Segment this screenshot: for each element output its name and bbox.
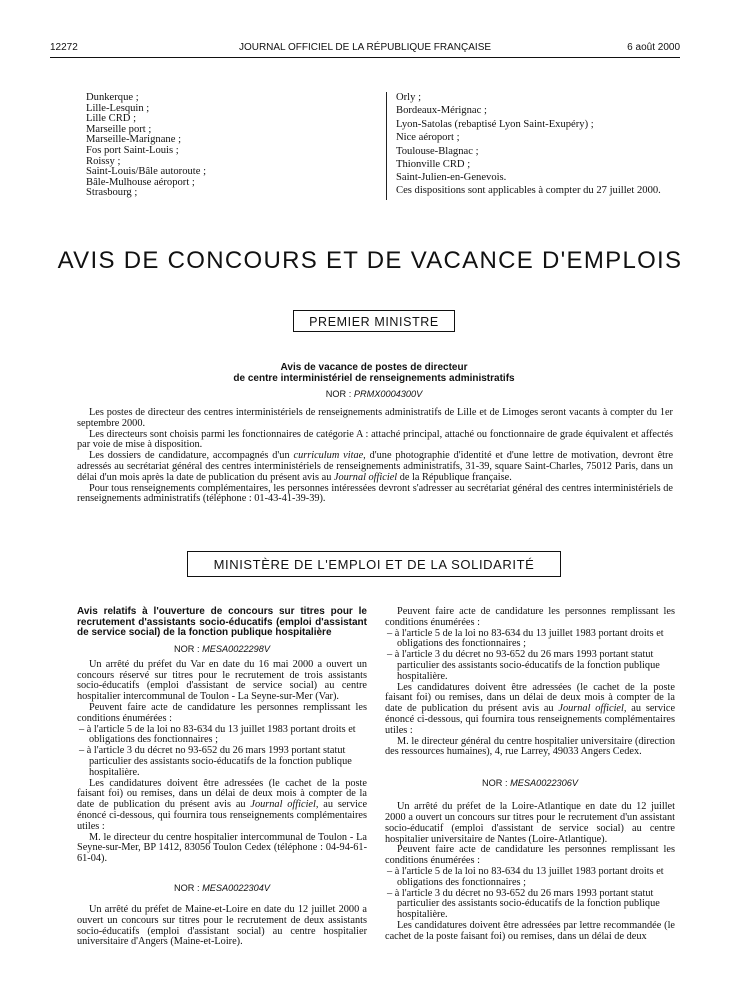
paragraph [77,779,367,833]
section2-left-column [77,607,367,948]
right-location-list [396,91,594,185]
list-item: Toulouse-Blagnac ; [396,145,479,157]
list-item: Marseille-Marignane ; [86,134,182,146]
list-item: – à l'article 5 de la loi no 83-634 du 13 juillet 1983 portant droits et obligations des fonctionnaires ; [387,627,664,650]
nor-reference [77,644,367,654]
paragraph: Un arrêté du préfet de la Loire-Atlantique en date du 12 juillet 2000 a ouvert un concours sur titres pour le recrutement d'un assistant socio-éducatif (emploi d'assistant de service social) au centre hospitalier universitaire de Nantes (Loire-Atlantique). [385,801,675,845]
list-item: Saint-Julien-en-Genevois. [396,172,507,184]
applicable-note: Ces dispositions sont applicables à compter du 27 juillet 2000. [396,185,661,196]
heading-line: de centre interministériel de renseignements administratifs [233,372,515,384]
paragraph: Peuvent faire acte de candidature les personnes remplissant les conditions énumérées : [385,606,675,628]
list-item: Dunkerque ; [86,92,139,103]
paragraph: Les directeurs sont choisis parmi les fonctionnaires de catégorie A : attaché principal, attaché ou fonctionnaire de grade équivalent et affectés par voie de mise à disposition. [77,428,673,451]
paragraph [77,451,673,483]
paragraph [385,683,675,737]
paragraph: Les postes de directeur des centres interministériels de renseignements administratifs de Lille et de Limoges seront vacants à compter du 1er septembre 2000. [77,407,673,429]
nor-reference [150,389,598,399]
nor-code: PRMX0004300V [353,389,423,399]
section2-right-column [385,607,675,943]
list-item: Lyon-Satolas (rebaptisé Lyon Saint-Exupéry) ; [396,118,594,130]
list-item: Strasbourg ; [86,187,138,199]
list-item: Orly ; [396,92,422,103]
nor-code: MESA0022304V [202,882,271,893]
text-run: d'une photographie d'identité et d'une lettre de motivation, devront être adressés au secrétariat général des centres interministériels de renseignements administratifs, 31-39, square Saint-Charles, 75012 Paris, dans un délai d'un mois après la date de publication du présent avis au [77,450,674,483]
nor-reference [77,883,367,893]
paragraph: Un arrêté du préfet du Var en date du 16 mai 2000 a ouvert un concours réservé sur titres pour le recrutement de trois assistants socio-éducatifs (emploi d'assistant de service social) au centre hospitalier intercommunal de Toulon - La Seyne-sur-Mer (Var). [77,658,367,703]
header-rule [50,57,680,58]
ministry-box-emploi-solidarite: MINISTÈRE DE L'EMPLOI ET DE LA SOLIDARITÉ [187,551,561,577]
list-item: – à l'article 3 du décret no 93-652 du 26 mars 1993 portant statut particulier des assistants socio-éducatifs de la fonction publique hospitalière. [79,745,352,778]
list-item: Fos port Saint-Louis ; [86,144,179,156]
paragraph: Les candidatures doivent être adressées par lettre recommandée (le cachet de la poste faisant foi) ou remises, dans un délai de deux [385,919,675,942]
text-run: Journal officiel, [250,799,319,811]
text-run: Les candidatures doivent être adressées (le cachet de la poste faisant foi) ou remises, dans un délai de deux mois à compter de la date de publication du présent avis au [77,777,367,811]
journal-title: JOURNAL OFFICIEL DE LA RÉPUBLIQUE FRANÇAISE [238,42,492,53]
nor-reference [385,778,675,788]
notice-heading: Avis relatifs à l'ouverture de concours sur titres pour le recrutement d'assistants socio-éducatifs (emploi d'assistant de service social) de la fonction publique hospitalière [77,606,367,639]
list-item: Bâle-Mulhouse aéroport ; [86,176,195,188]
text-run: de la République française. [399,471,512,483]
issue-date: 6 août 2000 [627,42,680,53]
page-header [50,42,680,56]
column-divider [386,92,387,200]
list-item: Lille-Lesquin ; [86,102,150,114]
heading-line: Avis de vacance de postes de directeur [280,362,468,373]
nor-label: NOR : [481,778,508,789]
text-run: Les candidatures doivent être adressées (le cachet de la poste faisant foi) ou remises, dans un délai de deux mois à compter de la date de publication du présent avis au [385,681,675,715]
text-run: Journal officiel, [558,703,627,715]
list-item: Marseille port ; [86,123,152,135]
main-title: AVIS DE CONCOURS ET DE VACANCE D'EMPLOIS [57,247,683,274]
nor-label: NOR : [173,882,200,893]
list-item: Bordeaux-Mérignac ; [396,105,487,117]
list-item: Roissy ; [86,155,121,167]
list-item: – à l'article 5 de la loi no 83-634 du 13 juillet 1983 portant droits et obligations des fonctionnaires ; [387,865,664,888]
left-location-list [86,93,206,199]
list-item: Nice aéroport ; [396,132,460,144]
ministry-box-premier-ministre: PREMIER MINISTRE [293,310,455,332]
section1-body [77,408,673,505]
nor-code: MESA0022306V [510,778,579,789]
list-item: Saint-Louis/Bâle autoroute ; [86,166,207,178]
paragraph: Pour tous renseignements complémentaires, les personnes intéressées devront s'adresser au secrétariat général des centres interministériels de renseignements administratifs (téléphone : 01-43-41-39-39). [77,482,673,505]
list-item: – à l'article 3 du décret no 93-652 du 26 mars 1993 portant statut particulier des assistants socio-éducatifs de la fonction publique hospitalière. [387,887,660,921]
nor-code: MESA0022298V [202,643,271,654]
list-item: Lille CRD ; [86,113,137,125]
list-item: – à l'article 3 du décret no 93-652 du 26 mars 1993 portant statut particulier des assistants socio-éducatifs de la fonction publique hospitalière. [387,649,660,682]
text-run: Journal officiel [333,471,398,483]
paragraph: Un arrêté du préfet de Maine-et-Loire en date du 12 juillet 2000 a ouvert un concours sur titres pour le recrutement de deux assistants socio-éducatifs (emploi d'assistant social) au centre hospitalier universitaire d'Angers (Maine-et-Loire). [77,903,367,948]
paragraph: M. le directeur général du centre hospitalier universitaire (direction des ressources humaines), 4, rue Larrey, 49033 Angers Cedex. [385,735,675,758]
nor-label: NOR : [173,643,200,654]
page-number: 12272 [50,42,78,53]
nor-label: NOR : [325,389,352,399]
list-item: Thionville CRD ; [396,159,471,171]
text-run: Les dossiers de candidature, accompagnés d'un [89,450,290,462]
text-run: au service énoncé ci-dessous, qui fournira tous renseignements complémentaires utiles : [385,703,676,736]
text-run: curriculum vitae, [293,450,366,462]
list-item: – à l'article 5 de la loi no 83-634 du 13 juillet 1983 portant droits et obligations des fonctionnaires ; [79,723,356,746]
notice-heading [150,363,598,384]
text-run: au service énoncé ci-dessous, qui fournira tous renseignements complémentaires utiles : [77,799,368,832]
paragraph: Peuvent faire acte de candidature les personnes remplissant les conditions énumérées : [77,701,367,724]
paragraph: M. le directeur du centre hospitalier intercommunal de Toulon - La Seyne-sur-Mer, BP 1412, 83056 Toulon Cedex (téléphone : 04-94-61-61-04). [77,831,367,865]
paragraph: Peuvent faire acte de candidature les personnes remplissant les conditions énumérées : [385,844,675,867]
